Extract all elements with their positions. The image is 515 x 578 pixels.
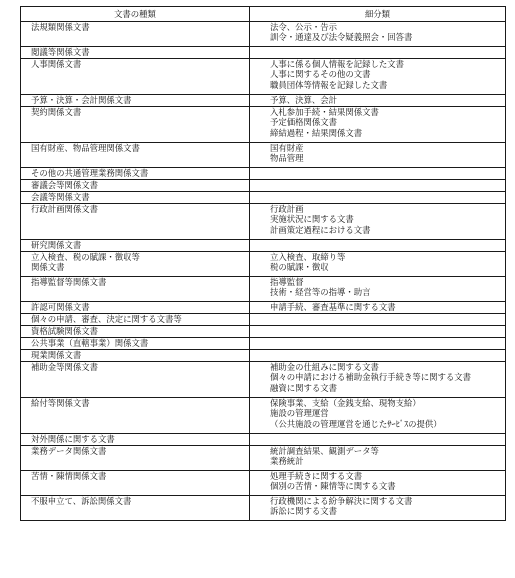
subcategory-text: 指導監督 xyxy=(270,277,304,287)
subcategory-text: 補助金の仕組みに関する文書 xyxy=(270,362,379,372)
document-type-cell xyxy=(21,471,250,496)
document-type-text: 行政計画関係文書 xyxy=(31,204,98,214)
document-type-cell xyxy=(21,446,250,471)
subcategory-cell xyxy=(250,496,506,521)
table-row xyxy=(21,168,506,180)
document-type-text: 公共事業（直轄事業）関係文書 xyxy=(31,338,149,348)
subcategory-cell xyxy=(250,446,506,471)
document-type-text: 苦情・陳情関係文書 xyxy=(31,471,107,481)
subcategory-text: 訓令・通達及び法令疑義照会・回答書 xyxy=(270,32,413,43)
subcategory-cell xyxy=(250,434,506,446)
table-row xyxy=(21,204,506,240)
document-type-text: 現業関係文書 xyxy=(31,350,82,360)
document-type-cell xyxy=(21,107,250,143)
subcategory-text: 個々の申請における補助金執行手続き等に関する文書 xyxy=(270,372,471,383)
document-type-cell xyxy=(21,143,250,168)
document-type-text: 業務データ関係文書 xyxy=(31,446,107,456)
subcategory-text: 立入検査、取締り等 xyxy=(270,252,346,262)
document-type-cell xyxy=(21,338,250,350)
subcategory-text: 締結過程・結果関係文書 xyxy=(270,127,363,138)
document-type-cell xyxy=(21,302,250,314)
document-type-cell xyxy=(21,350,250,362)
table-row xyxy=(21,314,506,326)
header-subcategory: 細分類 xyxy=(250,7,506,22)
subcategory-text: （公共施設の管理運営を通じたｻｰﾋﾞｽの提供） xyxy=(270,418,442,429)
document-type-cell xyxy=(21,362,250,398)
subcategory-text: 行政機関による紛争解決に関する文書 xyxy=(270,496,413,506)
subcategory-text: 予算、決算、会計 xyxy=(270,95,337,105)
table-row xyxy=(21,362,506,398)
subcategory-text: 人事に係る個人情報を記録した文書 xyxy=(270,59,404,69)
table-row xyxy=(21,180,506,192)
subcategory-text: 人事に関するその他の文書 xyxy=(270,69,371,80)
subcategory-text: 法令、公示・告示 xyxy=(270,22,337,32)
document-type-text: 許認可関係文書 xyxy=(31,302,90,312)
document-type-cell xyxy=(21,326,250,338)
table-row xyxy=(21,398,506,434)
table-row xyxy=(21,107,506,143)
subcategory-cell xyxy=(250,471,506,496)
subcategory-text: 税の賦課・徴収 xyxy=(270,262,329,273)
table-row xyxy=(21,496,506,521)
table-row xyxy=(21,302,506,314)
subcategory-text: 処理手続きに関する文書 xyxy=(270,471,363,481)
subcategory-text: 国有財産 xyxy=(270,143,304,153)
document-type-text: 予算・決算・会計関係文書 xyxy=(31,95,132,105)
document-type-text: 関係文書 xyxy=(31,262,65,273)
subcategory-cell xyxy=(250,350,506,362)
subcategory-text: 職員団体等情報を記録した文書 xyxy=(270,79,388,90)
table-row xyxy=(21,240,506,252)
header-document-type: 文書の種類 xyxy=(21,7,250,22)
document-type-cell xyxy=(21,277,250,302)
subcategory-cell xyxy=(250,204,506,240)
document-type-text: 対外関係に関する文書 xyxy=(31,434,115,444)
subcategory-text: 統計調査結果、観測データ等 xyxy=(270,446,379,456)
document-type-text: 補助金等関係文書 xyxy=(31,362,98,372)
document-type-text: 審議会等関係文書 xyxy=(31,180,98,190)
subcategory-cell xyxy=(250,180,506,192)
document-type-cell xyxy=(21,168,250,180)
subcategory-cell xyxy=(250,277,506,302)
subcategory-cell xyxy=(250,240,506,252)
table-row xyxy=(21,446,506,471)
document-type-text: 閲議等関係文書 xyxy=(31,47,90,57)
subcategory-cell xyxy=(250,107,506,143)
document-type-text: 給付等関係文書 xyxy=(31,398,90,408)
document-type-cell xyxy=(21,192,250,204)
subcategory-cell xyxy=(250,314,506,326)
document-type-text: 資格試験関係文書 xyxy=(31,326,98,336)
table-row xyxy=(21,277,506,302)
document-classification-table xyxy=(20,6,506,521)
subcategory-cell xyxy=(250,95,506,107)
table-row xyxy=(21,143,506,168)
table-row xyxy=(21,192,506,204)
document-type-cell xyxy=(21,434,250,446)
table-row xyxy=(21,326,506,338)
document-type-text: その他の共通管理業務関係文書 xyxy=(31,168,149,178)
table-row xyxy=(21,95,506,107)
table-row xyxy=(21,22,506,47)
document-type-cell xyxy=(21,496,250,521)
document-type-text: 不服申立て、訴訟関係文書 xyxy=(31,496,132,506)
document-type-cell xyxy=(21,204,250,240)
subcategory-cell xyxy=(250,143,506,168)
subcategory-text: 融資に関する文書 xyxy=(270,382,337,393)
subcategory-cell xyxy=(250,22,506,47)
subcategory-text: 実施状況に関する文書 xyxy=(270,214,354,225)
subcategory-cell xyxy=(250,338,506,350)
subcategory-cell xyxy=(250,168,506,180)
table-row xyxy=(21,47,506,59)
subcategory-cell xyxy=(250,192,506,204)
table-row xyxy=(21,338,506,350)
subcategory-text: 予定価格関係文書 xyxy=(270,117,337,128)
document-type-text: 法規類関係文書 xyxy=(31,22,90,32)
table-row xyxy=(21,434,506,446)
document-type-cell xyxy=(21,180,250,192)
document-type-cell xyxy=(21,314,250,326)
subcategory-cell xyxy=(250,59,506,95)
document-type-cell xyxy=(21,252,250,277)
subcategory-cell xyxy=(250,252,506,277)
subcategory-text: 業務統計 xyxy=(270,456,304,467)
document-type-text: 個々の申請、審査、決定に関する文書等 xyxy=(31,314,182,324)
document-type-cell xyxy=(21,398,250,434)
subcategory-text: 物品管理 xyxy=(270,153,304,164)
document-type-text: 国有財産、物品管理関係文書 xyxy=(31,143,140,153)
table-body xyxy=(21,22,506,521)
document-type-cell xyxy=(21,22,250,47)
subcategory-cell xyxy=(250,326,506,338)
subcategory-text: 訴訟に関する文書 xyxy=(270,506,337,517)
subcategory-text: 保険事業、支給（金銭支給、現物支給） xyxy=(270,398,421,408)
document-type-cell xyxy=(21,59,250,95)
table-header xyxy=(21,7,506,22)
document-type-cell xyxy=(21,95,250,107)
subcategory-text: 計画策定過程における文書 xyxy=(270,224,371,235)
subcategory-text: 申請手続、審査基準に関する文書 xyxy=(270,302,396,312)
document-type-text: 会議等関係文書 xyxy=(31,192,90,202)
document-type-text: 人事関係文書 xyxy=(31,59,82,69)
subcategory-cell xyxy=(250,362,506,398)
document-type-cell xyxy=(21,47,250,59)
table-row xyxy=(21,471,506,496)
document-type-text: 契約関係文書 xyxy=(31,107,82,117)
subcategory-cell xyxy=(250,398,506,434)
document-type-text: 指導監督等関係文書 xyxy=(31,277,107,287)
subcategory-text: 行政計画 xyxy=(270,204,304,214)
table-row xyxy=(21,59,506,95)
table-header-row xyxy=(21,7,506,22)
document-type-text: 研究関係文書 xyxy=(31,240,82,250)
subcategory-cell xyxy=(250,47,506,59)
subcategory-cell xyxy=(250,302,506,314)
subcategory-text: 個別の苦情・陳情等に関する文書 xyxy=(270,481,396,492)
table-row xyxy=(21,350,506,362)
subcategory-text: 入札参加手続・結果関係文書 xyxy=(270,107,379,117)
subcategory-text: 施設の管理運営 xyxy=(270,408,329,419)
subcategory-text: 技術・経営等の指導・助言 xyxy=(270,287,371,298)
document-type-cell xyxy=(21,240,250,252)
table-row xyxy=(21,252,506,277)
document-type-text: 立入検査、税の賦課・徴収等 xyxy=(31,252,140,262)
